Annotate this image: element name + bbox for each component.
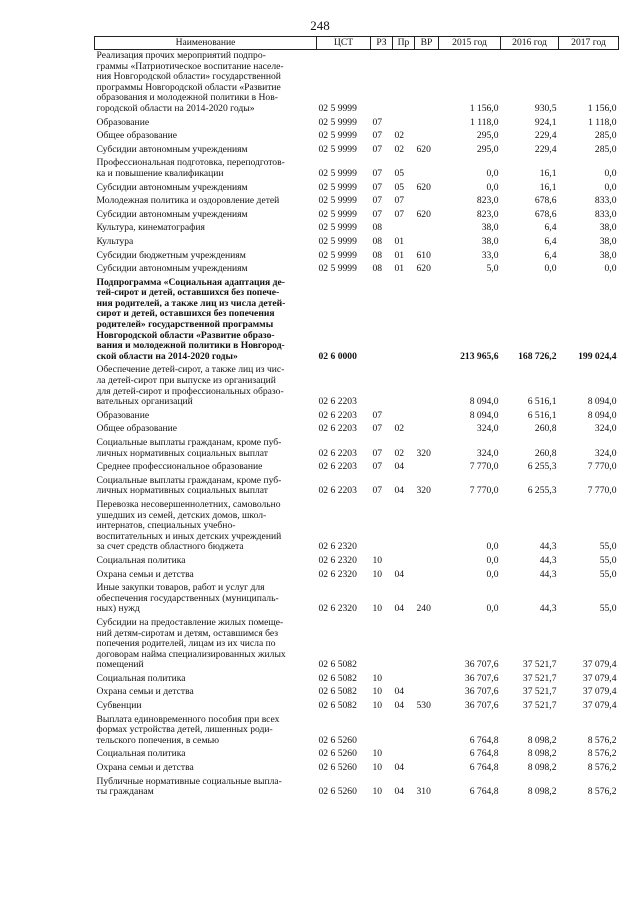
table-row — [95, 195, 619, 209]
cell-2015: 36 707,6 — [464, 659, 499, 671]
cell-2016: 6 516,1 — [527, 409, 557, 421]
table-row — [95, 182, 619, 196]
table-row — [95, 700, 619, 714]
cell-2016: 6 255,3 — [527, 461, 557, 473]
table-row — [95, 222, 619, 236]
cell-2016: 6,4 — [544, 249, 557, 261]
cell-2017: 285,0 — [594, 130, 617, 142]
cell-2015: 0,0 — [486, 554, 499, 566]
table-row — [95, 130, 619, 144]
cell-vr — [415, 117, 439, 131]
cell-name: Перевозка несовершеннолетних, самовольно ушедших из семей, детских домов, школ- интернатов, специальных учебно- воспитательных и иных детских учреждений за счет средств областного бюджета — [96, 498, 282, 553]
table-row — [95, 673, 619, 687]
cell-vr — [415, 130, 439, 144]
cell-2016: 8 098,2 — [527, 762, 557, 774]
cell-rz: 07 — [372, 409, 383, 421]
cell-2015: 823,0 — [476, 208, 499, 220]
cell-vr: 240 — [416, 603, 431, 615]
cell-2017: 55,0 — [599, 568, 617, 580]
cell-pr: 04 — [394, 485, 405, 497]
cell-2016: 260,8 — [534, 447, 557, 459]
cell-name: Общее образование — [96, 130, 178, 142]
cell-2015: 324,0 — [476, 447, 499, 459]
cell-cst: 02 5 9999 — [318, 222, 357, 234]
cell-vr — [415, 686, 439, 700]
cell-2015: 213 965,6 — [460, 350, 499, 362]
cell-name: Социальная политика — [96, 554, 186, 566]
cell-rz: 08 — [372, 235, 383, 247]
cell-pr — [393, 50, 415, 117]
cell-name: Субвенции — [96, 700, 142, 712]
table-row — [95, 437, 619, 461]
cell-vr: 620 — [416, 208, 431, 220]
page-number: 248 — [310, 18, 330, 33]
cell-2017: 833,0 — [594, 195, 617, 207]
cell-cst: 02 5 9999 — [318, 181, 357, 193]
cell-2017: 7 770,0 — [587, 485, 617, 497]
table-row — [95, 144, 619, 158]
cell-2015: 0,0 — [486, 603, 499, 615]
cell-cst: 02 5 9999 — [318, 143, 357, 155]
cell-pr: 01 — [394, 235, 405, 247]
cell-cst: 02 5 9999 — [318, 208, 357, 220]
cell-rz: 10 — [372, 762, 383, 774]
cell-2016: 6 516,1 — [527, 396, 557, 408]
cell-rz: 07 — [372, 485, 383, 497]
cell-vr: 620 — [416, 143, 431, 155]
cell-2016: 678,6 — [534, 208, 557, 220]
cell-pr: 07 — [394, 195, 405, 207]
cell-name: Культура — [96, 235, 134, 247]
cell-cst: 02 6 5260 — [318, 786, 357, 798]
cell-rz: 07 — [372, 208, 383, 220]
header-name: Наименование — [95, 37, 317, 50]
cell-pr: 05 — [394, 181, 405, 193]
cell-2017: 37 079,4 — [582, 700, 617, 712]
cell-2015: 7 770,0 — [469, 485, 499, 497]
table-row — [95, 277, 619, 365]
cell-pr — [393, 410, 415, 424]
cell-2016: 8 098,2 — [527, 786, 557, 798]
cell-rz: 07 — [372, 195, 383, 207]
cell-2016: 0,0 — [544, 263, 557, 275]
cell-2015: 5,0 — [486, 263, 499, 275]
cell-vr — [415, 555, 439, 569]
cell-cst: 02 6 5082 — [318, 700, 357, 712]
cell-rz: 10 — [372, 568, 383, 580]
cell-2016: 37 521,7 — [522, 700, 557, 712]
cell-2017: 1 156,0 — [587, 102, 617, 114]
cell-2015: 295,0 — [476, 130, 499, 142]
cell-2017: 55,0 — [599, 541, 617, 553]
cell-rz: 08 — [372, 222, 383, 234]
cell-pr: 07 — [394, 208, 405, 220]
header-2016: 2016 год — [501, 37, 559, 50]
cell-name: Субсидии автономным учреждениям — [96, 263, 248, 275]
cell-rz: 07 — [372, 143, 383, 155]
cell-2016: 168 726,2 — [518, 350, 557, 362]
cell-rz: 08 — [372, 249, 383, 261]
cell-vr — [415, 748, 439, 762]
cell-rz: 07 — [372, 167, 383, 179]
cell-name: Субсидии бюджетным учреждениям — [96, 249, 246, 261]
table-row — [95, 423, 619, 437]
cell-2017: 37 079,4 — [582, 672, 617, 684]
cell-cst: 02 6 0000 — [318, 350, 357, 362]
table-row — [95, 499, 619, 555]
cell-2016: 6,4 — [544, 235, 557, 247]
cell-name: Общее образование — [96, 423, 178, 435]
cell-cst: 02 5 9999 — [318, 130, 357, 142]
cell-pr: 04 — [394, 461, 405, 473]
cell-rz: 08 — [372, 263, 383, 275]
cell-2017: 199 024,4 — [578, 350, 617, 362]
cell-rz: 07 — [372, 447, 383, 459]
table-row — [95, 236, 619, 250]
cell-pr: 04 — [394, 603, 405, 615]
cell-2015: 8 094,0 — [469, 409, 499, 421]
cell-vr — [415, 236, 439, 250]
cell-name: Социальные выплаты гражданам, кроме пуб- личных нормативных социальных выплат — [96, 437, 282, 459]
cell-vr: 310 — [416, 786, 431, 798]
cell-vr: 610 — [416, 249, 431, 261]
cell-2015: 36 707,6 — [464, 672, 499, 684]
cell-2017: 38,0 — [599, 222, 617, 234]
cell-cst: 02 6 2320 — [318, 554, 357, 566]
cell-pr — [393, 499, 415, 555]
cell-pr: 02 — [394, 423, 405, 435]
cell-2016: 678,6 — [534, 195, 557, 207]
cell-vr — [415, 195, 439, 209]
cell-cst: 02 6 2320 — [318, 568, 357, 580]
cell-2015: 0,0 — [486, 181, 499, 193]
cell-vr: 320 — [416, 485, 431, 497]
cell-2017: 55,0 — [599, 554, 617, 566]
header-2017: 2017 год — [559, 37, 619, 50]
cell-2017: 0,0 — [604, 167, 617, 179]
cell-2016: 44,3 — [539, 603, 557, 615]
cell-rz: 07 — [372, 423, 383, 435]
cell-name: Охрана семьи и детства — [96, 686, 194, 698]
cell-2015: 0,0 — [486, 568, 499, 580]
header-cst: ЦСТ — [317, 37, 371, 50]
cell-cst: 02 6 2320 — [318, 541, 357, 553]
cell-pr — [393, 222, 415, 236]
cell-vr — [415, 499, 439, 555]
cell-pr: 04 — [394, 786, 405, 798]
cell-2017: 833,0 — [594, 208, 617, 220]
cell-cst: 02 5 9999 — [318, 249, 357, 261]
table-row — [95, 157, 619, 181]
cell-vr — [415, 410, 439, 424]
cell-name: Субсидии на предоставление жилых помеще- ний детям-сиротам и детям, оставшимся без попечения родителей, лицам из их числа по договорам найма специализированных жилых помещений — [96, 616, 286, 671]
cell-name: Социальные выплаты гражданам, кроме пуб- личных нормативных социальных выплат — [96, 474, 282, 497]
cell-name: Образование — [96, 409, 150, 421]
cell-2017: 55,0 — [599, 603, 617, 615]
table-row — [95, 762, 619, 776]
cell-2017: 37 079,4 — [582, 659, 617, 671]
cell-pr: 04 — [394, 686, 405, 698]
cell-2016: 37 521,7 — [522, 672, 557, 684]
cell-2017: 324,0 — [594, 423, 617, 435]
cell-rz: 10 — [372, 672, 383, 684]
cell-2016: 8 098,2 — [527, 734, 557, 746]
cell-2015: 1 118,0 — [470, 116, 499, 128]
cell-2016: 6,4 — [544, 222, 557, 234]
cell-2017: 0,0 — [604, 263, 617, 275]
table-row — [95, 461, 619, 475]
cell-2015: 6 764,8 — [469, 748, 499, 760]
cell-2015: 36 707,6 — [464, 700, 499, 712]
cell-2015: 0,0 — [486, 167, 499, 179]
cell-pr: 01 — [394, 249, 405, 261]
table-row — [95, 748, 619, 762]
cell-vr: 620 — [416, 181, 431, 193]
cell-vr — [415, 673, 439, 687]
cell-2017: 38,0 — [599, 235, 617, 247]
cell-2015: 6 764,8 — [469, 762, 499, 774]
cell-2015: 38,0 — [481, 222, 499, 234]
cell-name: Реализация прочих мероприятий подпро- граммы «Патриотическое воспитание населе- ния Новгородской области» государственной программы Новгородской области «Развитие образования и молодежной политики в Нов- городской области на 2014-2020 годы» — [96, 50, 284, 114]
table-row — [95, 714, 619, 749]
cell-rz: 10 — [372, 686, 383, 698]
cell-2016: 930,5 — [534, 102, 557, 114]
cell-2016: 16,1 — [539, 167, 557, 179]
cell-rz: 07 — [372, 181, 383, 193]
cell-2017: 38,0 — [599, 249, 617, 261]
cell-pr — [393, 277, 415, 365]
cell-pr — [393, 555, 415, 569]
table-row — [95, 50, 619, 117]
cell-rz: 10 — [372, 603, 383, 615]
cell-cst: 02 6 2203 — [318, 409, 357, 421]
table-row — [95, 686, 619, 700]
cell-name: Охрана семьи и детства — [96, 568, 194, 580]
cell-2016: 6 255,3 — [527, 485, 557, 497]
cell-cst: 02 6 5082 — [318, 686, 357, 698]
cell-pr — [393, 714, 415, 749]
cell-2017: 8 094,0 — [587, 409, 617, 421]
cell-name: Молодежная политика и оздоровление детей — [96, 195, 280, 207]
cell-vr — [415, 617, 439, 673]
cell-rz — [371, 50, 393, 117]
table-row — [95, 364, 619, 409]
cell-2015: 823,0 — [476, 195, 499, 207]
cell-pr — [393, 748, 415, 762]
cell-pr — [393, 364, 415, 409]
cell-2015: 38,0 — [481, 235, 499, 247]
cell-vr — [415, 569, 439, 583]
cell-name: Выплата единовременного пособия при всех формах устройства детей, лишенных роди- тельского попечения, в семью — [96, 713, 280, 746]
cell-cst: 02 6 2203 — [318, 396, 357, 408]
cell-rz — [371, 277, 393, 365]
cell-2017: 37 079,4 — [582, 686, 617, 698]
cell-vr — [415, 461, 439, 475]
cell-rz — [371, 499, 393, 555]
table-row — [95, 209, 619, 223]
header-row — [95, 37, 619, 50]
cell-rz: 07 — [372, 130, 383, 142]
cell-cst: 02 5 9999 — [318, 167, 357, 179]
cell-cst: 02 5 9999 — [318, 102, 357, 114]
cell-pr: 04 — [394, 700, 405, 712]
cell-2016: 260,8 — [534, 423, 557, 435]
cell-name: Субсидии автономным учреждениям — [96, 208, 248, 220]
cell-name: Охрана семьи и детства — [96, 762, 194, 774]
cell-vr: 620 — [416, 263, 431, 275]
cell-name: Обеспечение детей-сирот, а также лиц из чис- ла детей-сирот при выпуске из организаций для детей-сирот и профессиональных образо- вательных организаций — [96, 364, 285, 408]
cell-vr — [415, 762, 439, 776]
budget-table — [94, 36, 619, 800]
cell-vr — [415, 714, 439, 749]
cell-2016: 229,4 — [534, 143, 557, 155]
table-body — [95, 50, 619, 800]
cell-vr — [415, 157, 439, 181]
table-row — [95, 569, 619, 583]
cell-2015: 6 764,8 — [469, 786, 499, 798]
cell-vr — [415, 277, 439, 365]
cell-2017: 285,0 — [594, 143, 617, 155]
cell-2017: 0,0 — [604, 181, 617, 193]
cell-2016: 8 098,2 — [527, 748, 557, 760]
table-header — [95, 37, 619, 50]
cell-2017: 1 118,0 — [588, 116, 617, 128]
cell-rz: 10 — [372, 786, 383, 798]
cell-pr: 05 — [394, 167, 405, 179]
cell-2016: 924,1 — [534, 116, 557, 128]
table-row — [95, 617, 619, 673]
cell-cst: 02 6 2203 — [318, 447, 357, 459]
cell-name: Среднее профессиональное образование — [96, 461, 263, 473]
cell-2016: 16,1 — [539, 181, 557, 193]
cell-vr — [415, 364, 439, 409]
cell-cst: 02 6 2203 — [318, 485, 357, 497]
table-row — [95, 776, 619, 800]
table-row — [95, 410, 619, 424]
cell-2016: 229,4 — [534, 130, 557, 142]
cell-2015: 0,0 — [486, 541, 499, 553]
cell-2015: 7 770,0 — [469, 461, 499, 473]
cell-pr: 04 — [394, 762, 405, 774]
header-vr: ВР — [415, 37, 439, 50]
cell-name: Образование — [96, 116, 150, 128]
cell-rz: 07 — [372, 116, 383, 128]
table-row — [95, 475, 619, 499]
cell-rz — [371, 714, 393, 749]
cell-2017: 8 576,2 — [587, 786, 617, 798]
cell-2017: 8 094,0 — [587, 396, 617, 408]
cell-name: Подпрограмма «Социальная адаптация де- тей-сирот и детей, оставшихся без попече- ния родителей, а также лиц из числа детей- сирот и детей, оставшихся без попечения родителей» государственной программы Новгородской области «Развитие образо- вания и молодежной политики в Новгород- ской области на 2014-2020 годы» — [96, 276, 286, 362]
cell-2016: 37 521,7 — [522, 659, 557, 671]
cell-2017: 324,0 — [594, 447, 617, 459]
cell-cst: 02 6 2203 — [318, 423, 357, 435]
cell-2017: 8 576,2 — [587, 762, 617, 774]
cell-2015: 295,0 — [476, 143, 499, 155]
cell-2016: 44,3 — [539, 541, 557, 553]
cell-cst: 02 6 2320 — [318, 603, 357, 615]
cell-rz: 10 — [372, 554, 383, 566]
cell-pr — [393, 673, 415, 687]
cell-vr: 320 — [416, 447, 431, 459]
cell-2015: 324,0 — [476, 423, 499, 435]
cell-rz — [371, 617, 393, 673]
cell-2017: 8 576,2 — [587, 734, 617, 746]
cell-rz: 10 — [372, 700, 383, 712]
cell-2015: 36 707,6 — [464, 686, 499, 698]
cell-name: Социальная политика — [96, 672, 186, 684]
cell-rz: 07 — [372, 461, 383, 473]
cell-pr: 02 — [394, 447, 405, 459]
cell-name: Публичные нормативные социальные выпла- ты гражданам — [96, 775, 282, 798]
cell-vr — [415, 423, 439, 437]
cell-name: Субсидии автономным учреждениям — [96, 181, 248, 193]
cell-name: Культура, кинематография — [96, 222, 205, 234]
cell-name: Социальная политика — [96, 748, 186, 760]
header-2015: 2015 год — [439, 37, 501, 50]
cell-2015: 33,0 — [481, 249, 499, 261]
cell-cst: 02 5 9999 — [318, 195, 357, 207]
cell-cst: 02 6 5082 — [318, 659, 357, 671]
table-row — [95, 555, 619, 569]
cell-name: Субсидии автономным учреждениям — [96, 143, 248, 155]
cell-2017: 7 770,0 — [587, 461, 617, 473]
cell-pr: 02 — [394, 143, 405, 155]
cell-pr: 02 — [394, 130, 405, 142]
cell-2017: 8 576,2 — [587, 748, 617, 760]
cell-pr — [393, 117, 415, 131]
cell-cst: 02 5 9999 — [318, 116, 357, 128]
cell-vr — [415, 222, 439, 236]
cell-pr — [393, 617, 415, 673]
cell-cst: 02 5 9999 — [318, 235, 357, 247]
cell-2016: 44,3 — [539, 568, 557, 580]
cell-2016: 37 521,7 — [522, 686, 557, 698]
header-pr: Пр — [393, 37, 415, 50]
header-rz: РЗ — [371, 37, 393, 50]
cell-vr — [415, 50, 439, 117]
cell-cst: 02 6 2203 — [318, 461, 357, 473]
cell-2016: 44,3 — [539, 554, 557, 566]
cell-name: Иные закупки товаров, работ и услуг для обеспечения государственных (муниципаль- ных) нужд — [96, 582, 279, 615]
table-row — [95, 117, 619, 131]
cell-vr: 530 — [416, 700, 431, 712]
cell-cst: 02 6 5260 — [318, 748, 357, 760]
cell-name: Профессиональная подготовка, переподготов- ка и повышение квалификации — [96, 157, 285, 179]
table-row — [95, 263, 619, 277]
cell-cst: 02 6 5082 — [318, 672, 357, 684]
cell-rz — [371, 364, 393, 409]
cell-pr: 01 — [394, 263, 405, 275]
cell-cst: 02 5 9999 — [318, 263, 357, 275]
cell-cst: 02 6 5260 — [318, 734, 357, 746]
cell-rz: 10 — [372, 748, 383, 760]
table-row — [95, 582, 619, 617]
cell-pr: 04 — [394, 568, 405, 580]
table-row — [95, 250, 619, 264]
cell-2015: 1 156,0 — [469, 102, 499, 114]
cell-2015: 8 094,0 — [469, 396, 499, 408]
cell-cst: 02 6 5260 — [318, 762, 357, 774]
cell-2015: 6 764,8 — [469, 734, 499, 746]
